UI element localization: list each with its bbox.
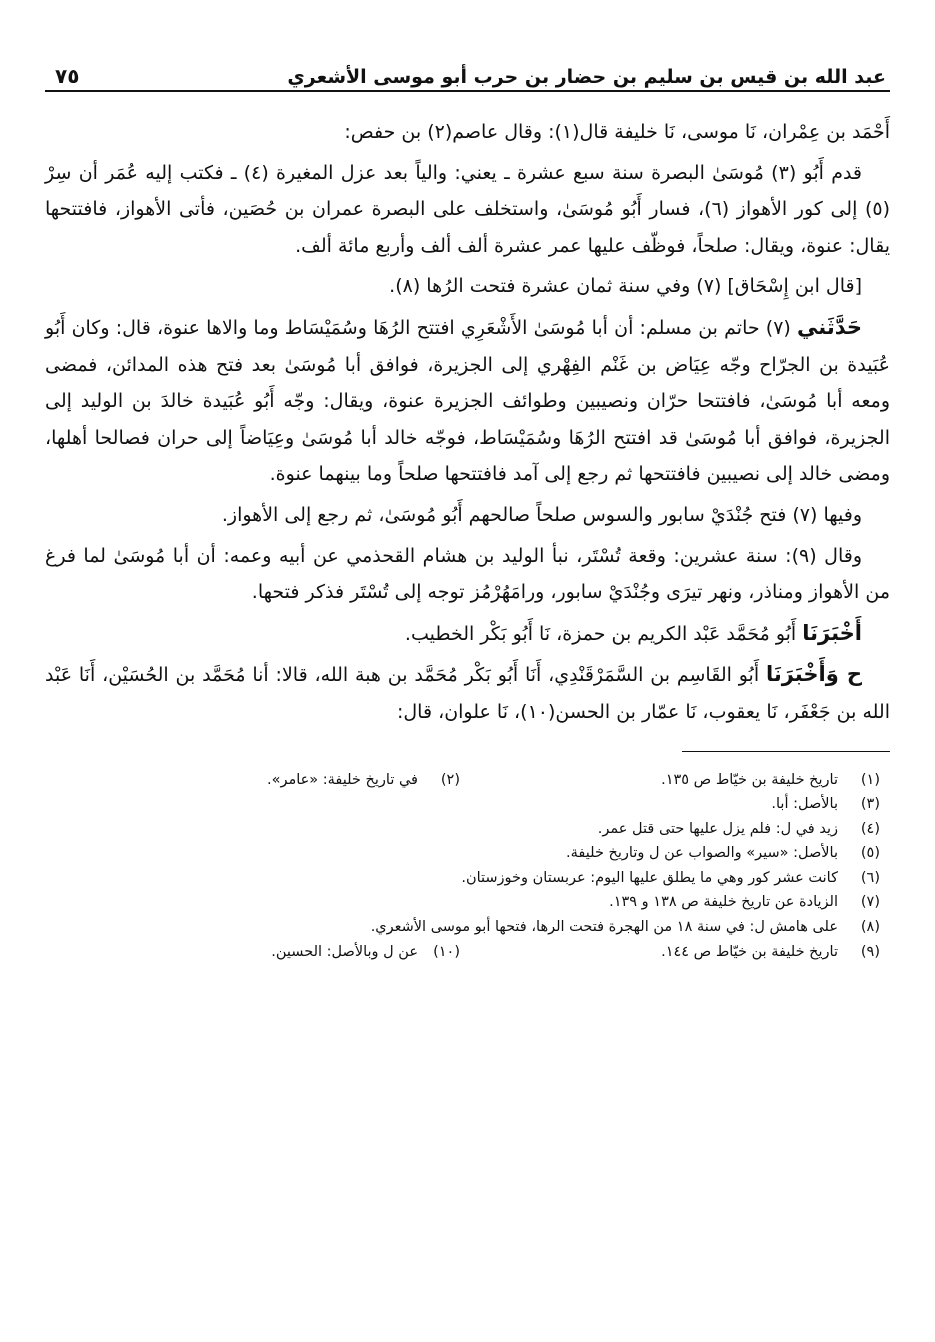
footnote xyxy=(609,890,880,915)
footnote-text: تاريخ خليفة بن خيّاط ص ١٤٤. xyxy=(661,943,838,960)
paragraph-text: (٧) حاتم بن مسلم: أن أبا مُوسَىٰ الأَشْعَرِي افتتح الرُهَا وسُمَيْسَاط وما والاها عنوة، قال: وكان أَبُو عُبَيدة بن الجرّاح وجّه عِيَاض بن غَنْم الفِهْري إلى الجزيرة، فوافق أبا مُوسَىٰ بعد فتح هذه المدائن، فمضى ومعه أبا مُوسَىٰ، فافتتحا حرّان ونصيبين وطوائف الجزيرة عنوة، ويقال: وجّه أَبُو عُبَيدة خالدَ بن الوليد إلى الجزيرة، فوافق أبا مُوسَىٰ قد افتتح الرُهَا وسُمَيْسَاط، فوجّه خالد أبا مُوسَىٰ وعِيَاضاً إلى حران فصالحا أهلها، ومضى خالد إلى نصيبين فافتتحها ثم رجع إلى آمد فافتتحها صلحاً وما بينهما عنوة. xyxy=(45,316,890,486)
footnote-number: (٧) xyxy=(860,894,880,911)
paragraph xyxy=(45,114,890,151)
footnote-number: (٥) xyxy=(860,845,880,862)
paragraph-text: وفيها (٧) فتح جُنْدَيْ سابور والسوس صلحاً صالحهم أَبُو مُوسَىٰ، ثم رجع إلى الأهواز. xyxy=(221,503,862,526)
paragraph-lead: أَخْبَرَنَا xyxy=(802,620,862,645)
footnote-number: (٢) xyxy=(440,771,460,788)
footnote-text: كانت عشر كور وهي ما يطلق عليها اليوم: عربستان وخوزستان. xyxy=(461,869,838,886)
paragraph xyxy=(45,309,890,493)
paragraph-text: [قال ابن إِسْحَاق] (٧) وفي سنة ثمان عشرة فتحت الرُها (٨). xyxy=(389,275,862,298)
footnote-number: (٤) xyxy=(860,820,880,837)
footnote-row xyxy=(45,915,880,940)
footnote xyxy=(271,940,460,965)
paragraph xyxy=(45,268,890,305)
paragraph-text: أَبُو مُحَمَّد عَبْد الكريم بن حمزة، نَا أَبُو بَكْر الخطيب. xyxy=(404,622,803,645)
footnote-divider xyxy=(682,751,890,752)
footnotes xyxy=(45,768,890,965)
footnote-number: (٣) xyxy=(860,796,880,813)
paragraph xyxy=(45,615,890,653)
footnote-number: (١) xyxy=(860,771,880,788)
footnote-text: الزيادة عن تاريخ خليفة ص ١٣٨ و ١٣٩. xyxy=(609,894,838,911)
page-number: ٧٥ xyxy=(55,64,80,88)
paragraph-lead: ح وَأَخْبَرَنَا xyxy=(765,662,862,687)
paragraph-lead: حَدَّثَني xyxy=(797,314,862,339)
paragraph-text: قدم أَبُو (٣) مُوسَىٰ البصرة سنة سبع عشرة ـ يعني: والياً بعد عزل المغيرة (٤) ـ فكتب إليه عُمَر أن سِرْ (٥) إلى كور الأهواز (٦)، فسار أَبُو مُوسَىٰ، واستخلف على البصرة عمران بن حُصَين، فأتى الأهواز، فافتتحها يقال: عنوة، ويقال: صلحاً، فوظّف عليها عمر عشرة ألف ألف وأربع مائة ألف. xyxy=(45,161,890,257)
main-text xyxy=(45,114,890,731)
footnote xyxy=(460,940,880,965)
footnote xyxy=(371,915,880,940)
book-page xyxy=(45,50,890,1300)
footnote-number: (١٠) xyxy=(433,943,460,960)
footnote-text: بالأصل: أبا. xyxy=(771,796,838,813)
paragraph xyxy=(45,538,890,611)
footnote-number: (٩) xyxy=(860,943,880,960)
paragraph xyxy=(45,497,890,534)
footnote-row xyxy=(45,817,880,842)
footnote-number: (٨) xyxy=(860,919,880,936)
paragraph-text: أَحْمَد بن عِمْران، نَا موسى، نَا خليفة قال(١): وقال عاصم(٢) بن حفص: xyxy=(344,121,890,143)
paragraph-text: أَبُو القَاسِم بن السَّمَرْقَنْدِي، أَنَا أَبُو بَكْر مُحَمَّد بن هبة الله، قالا: أنا مُحَمَّد بن الحُسَيْن، أَنَا عَبْد الله بن جَعْفَر، نَا يعقوب، نَا عمّار بن الحسن(١٠)، نَا علوان، قال: xyxy=(45,664,890,723)
footnote-text: بالأصل: «سير» والصواب عن ل وتاريخ خليفة. xyxy=(566,845,838,862)
footnote xyxy=(460,768,880,793)
running-header xyxy=(45,50,890,92)
running-header-title: عبد الله بن قيس بن سليم بن حضار بن حرب أبو موسى الأشعري xyxy=(287,66,886,88)
footnote-number: (٦) xyxy=(860,869,880,886)
footnote-row xyxy=(45,940,880,965)
footnote-row xyxy=(45,768,880,793)
footnote-row xyxy=(45,866,880,891)
footnote-text: تاريخ خليفة بن خيّاط ص ١٣٥. xyxy=(661,771,838,788)
footnote-row xyxy=(45,792,880,817)
footnote xyxy=(771,792,880,817)
footnote xyxy=(566,841,880,866)
paragraph-text: وقال (٩): سنة عشرين: وقعة تُسْتَر، نبأ الوليد بن هشام القحذمي عن أبيه وعمه: أن أبا مُوسَىٰ لما فرغ من الأهواز ومناذر، ونهر تيرَى وجُنْدَيْ سابور، ورامَهُرْمُز توجه إلى تُسْتَر فذكر فتحها. xyxy=(45,544,890,604)
footnote-text: على هامش ل: في سنة ١٨ من الهجرة فتحت الرها، فتحها أبو موسى الأشعري. xyxy=(370,919,838,936)
footnote-text: زيد في ل: فلم يزل عليها حتى قتل عمر. xyxy=(597,820,838,837)
footnote xyxy=(461,866,880,891)
paragraph xyxy=(45,656,890,730)
footnote-text: في تاريخ خليفة: «عامر». xyxy=(266,771,418,788)
footnote xyxy=(598,817,880,842)
footnote-row xyxy=(45,890,880,915)
footnote xyxy=(267,768,460,793)
footnote-text: عن ل وبالأصل: الحسين. xyxy=(271,943,418,960)
paragraph xyxy=(45,155,890,265)
footnote-row xyxy=(45,841,880,866)
